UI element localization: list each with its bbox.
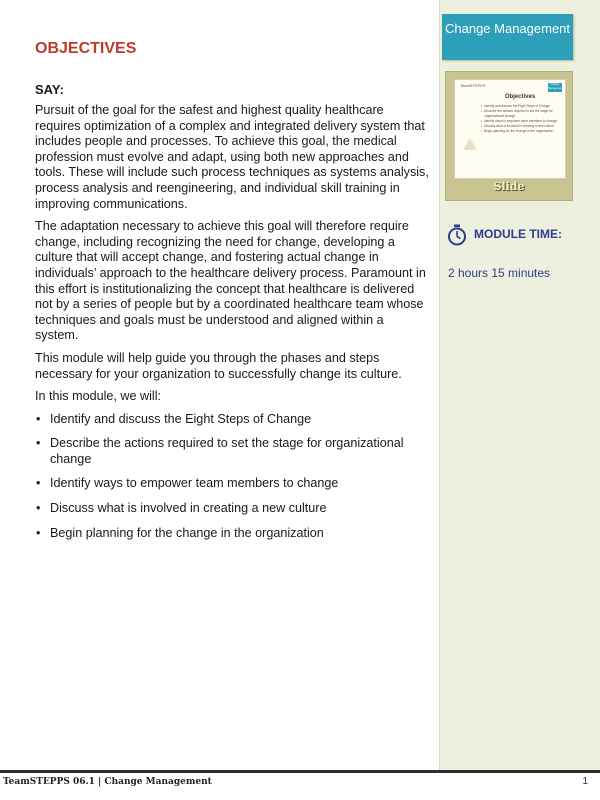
thumb-brand: TeamSTEPPS [460, 83, 486, 88]
slide-label: Slide [493, 180, 525, 193]
slide-thumbnail-frame [445, 71, 573, 201]
thumb-list-item: • Discuss what is involved in creating a new culture [481, 124, 559, 128]
thumb-list [481, 104, 559, 135]
paragraph: Pursuit of the goal for the safest and highest quality healthcare requires optimization of a complex and integrated delivery system that includes people and processes. To achieve this goal, the medical profession must evolve and adapt, using both new approaches and tools. These will include such process techniques as systems analysis, process analysis and reengineering, and individual skill training in improving communications. [35, 103, 429, 211]
objectives-list [35, 412, 430, 542]
page-title: OBJECTIVES [35, 40, 137, 57]
module-time-label: MODULE TIME: [474, 227, 562, 241]
list-item: • Discuss what is involved in creating a new culture [35, 501, 430, 517]
list-item: • Identify and discuss the Eight Steps of Change [35, 412, 430, 428]
list-item: • Describe the actions required to set the stage for organizational change [35, 436, 430, 467]
list-item: • Begin planning for the change in the organization [35, 526, 430, 542]
paragraph: The adaptation necessary to achieve this goal will therefore require change, including recognizing the need for change, developing a culture that will accept change, and fostering actual change in individuals’ approach to the healthcare delivery process. Paramount in this effort is institutionalizing the concept that healthcare is delivered not by a series of people but by a coordinated healthcare team whose techniques and goals must be understood and aligned within a system. [35, 219, 426, 343]
footer-divider [0, 770, 600, 773]
module-tab-label: Change Management [444, 21, 571, 36]
thumb-list-item: • Begin planning for the change in the organization [481, 129, 559, 133]
paragraph: In this module, we will: [35, 389, 161, 404]
module-tab [442, 14, 573, 60]
thumb-logo-icon [463, 138, 477, 150]
thumb-list-item: • Describe the actions required to set the stage for organizational change [481, 109, 559, 118]
page-number: 1 [582, 776, 588, 787]
stopwatch-icon [447, 224, 467, 246]
slide-thumbnail [454, 79, 566, 179]
list-item: • Identify ways to empower team members to change [35, 476, 430, 492]
main-content [35, 40, 430, 550]
module-time-value: 2 hours 15 minutes [448, 266, 551, 280]
say-label: SAY: [35, 82, 64, 97]
paragraph: This module will help guide you through the phases and steps necessary for your organization to successfully change its culture. [35, 350, 402, 381]
thumb-title: Objectives [504, 94, 536, 100]
thumb-tag: Change Management [548, 83, 563, 90]
footer-text: TeamSTEPPS 06.1 | Change Management [3, 777, 212, 787]
thumb-list-item: • Identify ways to empower team members to change [481, 119, 559, 123]
thumb-list-item: • Identify and discuss the Eight Steps of Change [481, 104, 559, 108]
